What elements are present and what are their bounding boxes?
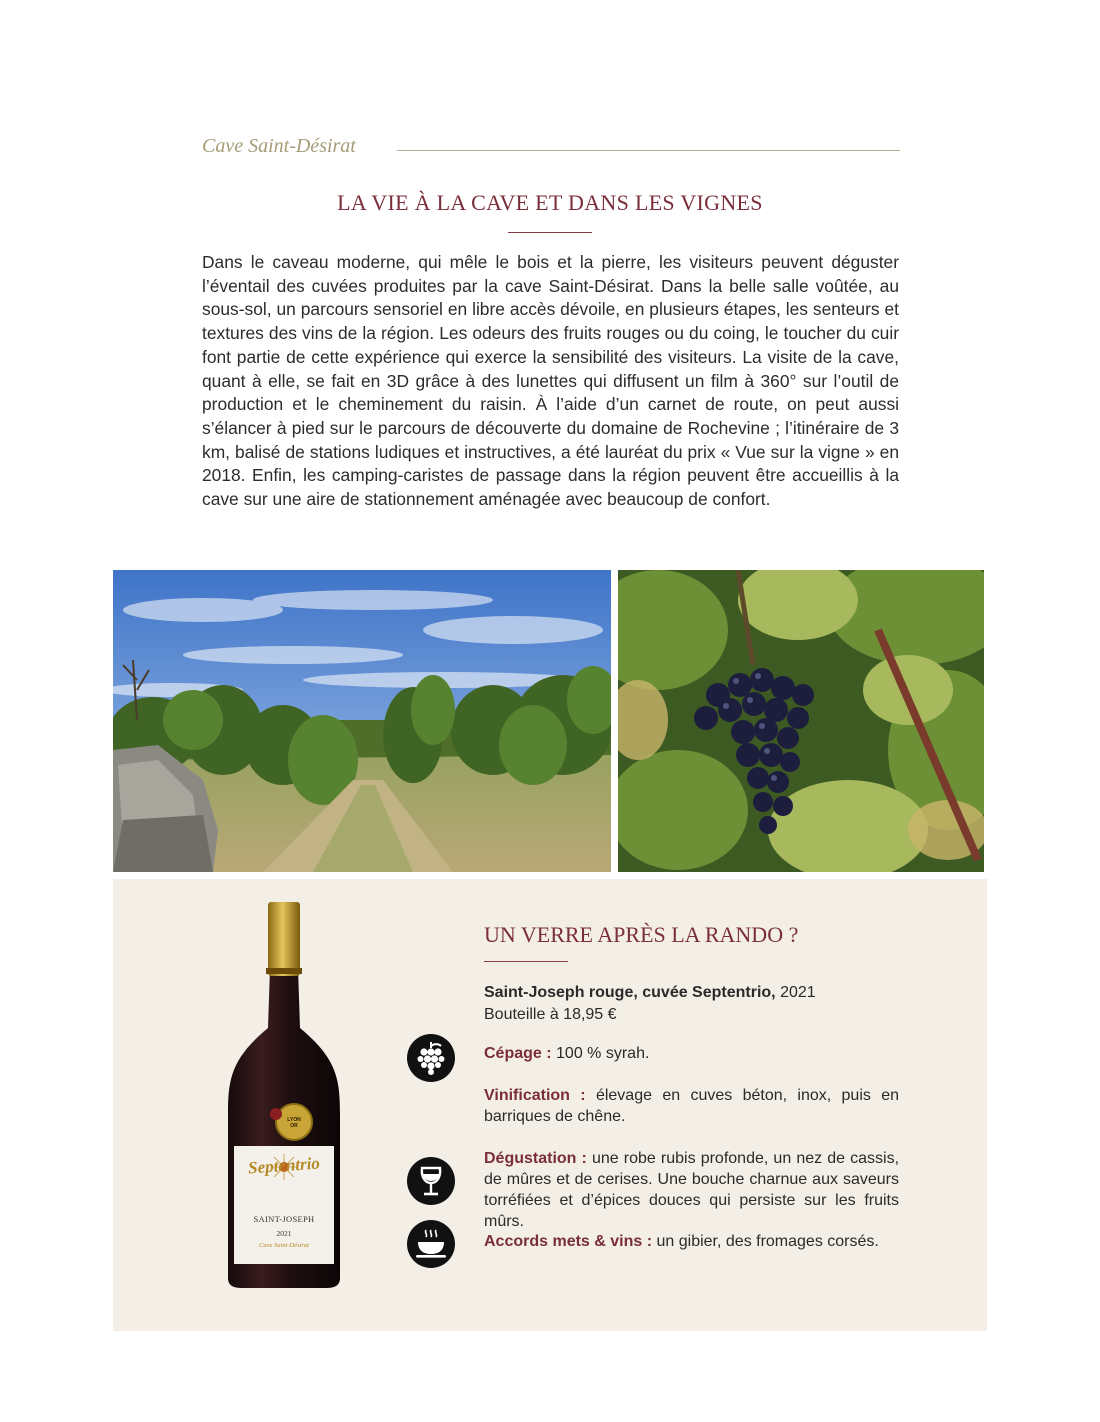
running-head-rule: [397, 150, 900, 151]
accords-info: Accords mets & vins : un gibier, des fromages corsés.: [484, 1233, 879, 1250]
bottle-year: 2021: [276, 1229, 292, 1238]
vineyard-photo: [113, 570, 611, 872]
medal-text: LYON OR: [287, 1117, 301, 1129]
vinification-info: Vinification : élevage en cuves béton, inox, puis en barriques de chêne.: [484, 1087, 900, 1125]
wine-name: Saint-Joseph rouge, cuvée Septentrio, 2021: [484, 984, 816, 1001]
article-body: Dans le caveau moderne, qui mêle le bois et la pierre, les visiteurs peuvent déguster l’éventail des cuvées produites par la cave Saint-Désirat. Dans la belle salle voûtée, au sous-sol, un parcours sensoriel en libre accès dévoile, en plusieurs étapes, les senteurs et textures des vins de la région. Les odeurs des fruits rouges ou du coing, le toucher du cuir font partie de cette expérience qui exerce la sensibilité des visiteurs. La visite de la cave, quant à elle, se fait en 3D grâce à des lunettes qui diffusent un film à 360° sur l’outil de production et le cheminement du raisin. À l’aide d’un carnet de route, on peut aussi s’élancer à pied sur le parcours de découverte du domaine de Rochevine ; l’itinéraire de 3 km, balisé de stations ludiques et instructives, a été lauréat du prix « Vue sur la vigne » en 2018. Enfin, les camping-caristes de passage dans la région peuvent être accueillis à la cave sur une aire de stationnement aménagée avec beaucoup de confort.: [202, 252, 899, 510]
degustation-info: Dégustation : une robe rubis profonde, un nez de cassis, de mûres et de cerises. Une bouche charnue aux saveurs torréfiées et d’épices douces qui persiste sur les fruits mûrs.: [484, 1150, 900, 1230]
hot-dish-icon: [407, 1220, 455, 1268]
box-title: UN VERRE APRÈS LA RANDO ?: [484, 922, 799, 947]
grapes-icon: [407, 1034, 455, 1082]
bottle-maker: Cave Saint-Désirat: [258, 1242, 309, 1249]
wine-glass-icon: [407, 1157, 455, 1205]
bottle-appellation: SAINT-JOSEPH: [253, 1214, 315, 1224]
wine-bottle-image: [226, 898, 342, 1290]
wine-price: Bouteille à 18,95 €: [484, 1006, 617, 1023]
cepage-info: Cépage : 100 % syrah.: [484, 1045, 650, 1062]
bottle-brand: Septentrio: [247, 1153, 321, 1178]
page-title: LA VIE À LA CAVE ET DANS LES VIGNES: [337, 190, 763, 215]
grapes-photo: [618, 570, 984, 872]
running-head: Cave Saint-Désirat: [202, 135, 356, 157]
box-title-rule: [484, 961, 568, 962]
title-rule: [508, 232, 592, 233]
